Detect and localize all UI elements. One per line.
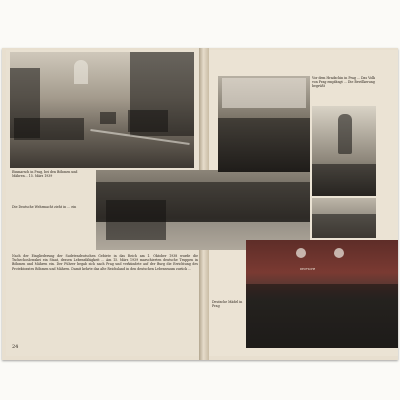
photo-marching-soldiers bbox=[96, 170, 310, 250]
photo-crowd-square bbox=[218, 76, 310, 172]
photo-saluting-crowd bbox=[312, 198, 376, 238]
banner-text: DEUTSCHE bbox=[300, 268, 316, 271]
body-text: Nach der Eingliederung der Sudetendeutschen Gebiete in das Reich am 1. Oktober 1938 wurde die Tschechoslowakei ein Staat, dessen Lebensfähigkeit ... Am 15. März 1939 marschierten deutsche Truppen in Böhmen und Mähren ein. Der Führer begab sich nach Prag und verkündete auf der Burg die Errichtung des Protektorates Böhmen und Mähren. Damit kehrte das alte Reichsland in den deutschen Lebensraum zurück ... bbox=[12, 254, 198, 271]
caption-vienna-parade: Die Deutsche Wehrmacht zieht in ... ein bbox=[12, 205, 77, 209]
photo-girls-banners bbox=[246, 240, 398, 348]
caption-castle-square: Vor dem Hradschin in Prag ... Das Volk von Prag empfängt ... Die Bevölkerung begrüßt bbox=[312, 76, 375, 88]
caption-girls-prague: Deutsche Mädel in Prag bbox=[212, 300, 243, 308]
photo-statue bbox=[312, 106, 376, 196]
caption-prague-entry: Einmarsch in Prag, bei den Böhmen und Mähren... 15. März 1939 bbox=[12, 170, 78, 178]
photo-prague-street bbox=[10, 52, 194, 168]
page-number: 24 bbox=[12, 344, 19, 350]
